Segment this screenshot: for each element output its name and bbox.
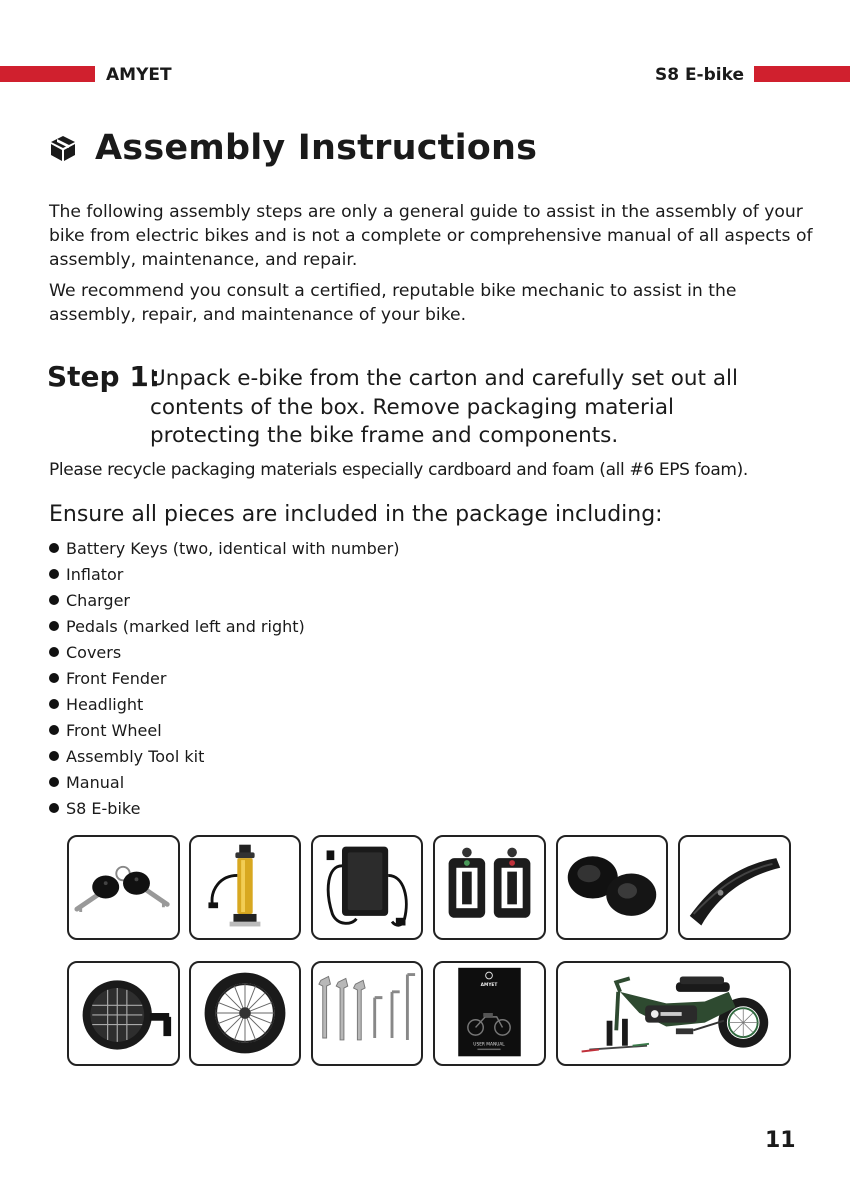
list-item: Inflator xyxy=(49,561,399,587)
bullet-icon xyxy=(49,595,59,605)
bullet-icon xyxy=(49,751,59,761)
s8-ebike-image xyxy=(556,961,791,1066)
intro-paragraph-1: The following assembly steps are only a general guide to assist in the assembly of your bike from electric bikes and is not a complete or comprehensive manual of all aspects of assembly, maintenance, and repair. xyxy=(49,202,813,270)
list-item: Assembly Tool kit xyxy=(49,743,399,769)
front-wheel-image xyxy=(189,961,301,1066)
step-instructions xyxy=(150,365,810,451)
header-brand: AMYET xyxy=(106,65,172,85)
manual-image xyxy=(433,961,546,1066)
bullet-icon xyxy=(49,569,59,579)
list-item: Headlight xyxy=(49,691,399,717)
list-item: Covers xyxy=(49,639,399,665)
bullet-icon xyxy=(49,777,59,787)
list-item: Front Fender xyxy=(49,665,399,691)
header-accent-bar-right xyxy=(754,66,850,82)
bullet-icon xyxy=(49,725,59,735)
front-fender-image xyxy=(678,835,791,940)
assembly-tool-kit-image xyxy=(311,961,423,1066)
bullet-icon xyxy=(49,621,59,631)
package-box-icon xyxy=(48,133,78,163)
recycle-note: Please recycle packaging materials especially cardboard and foam (all #6 EPS foam). xyxy=(49,460,748,480)
step-label: Step 1: xyxy=(47,360,161,393)
list-item: Battery Keys (two, identical with number) xyxy=(49,535,399,561)
step-line: Unpack e-bike from the carton and carefully set out all xyxy=(150,366,738,391)
manual-cover-title: USER MANUAL xyxy=(473,1042,505,1048)
list-item: Pedals (marked left and right) xyxy=(49,613,399,639)
page-title: Assembly Instructions xyxy=(95,128,538,168)
bullet-icon xyxy=(49,647,59,657)
header-model: S8 E-bike xyxy=(654,65,744,85)
bullet-icon xyxy=(49,673,59,683)
charger-image xyxy=(311,835,423,940)
list-item: S8 E-bike xyxy=(49,795,399,821)
intro-paragraph-2: We recommend you consult a certified, reputable bike mechanic to assist in the assembly, repair, and maintenance of your bike. xyxy=(49,281,737,325)
package-contents-list xyxy=(49,535,399,821)
manual-cover-brand: AMYET xyxy=(480,983,498,989)
page-title-block xyxy=(48,128,537,168)
bullet-icon xyxy=(49,699,59,709)
bullet-icon xyxy=(49,543,59,553)
battery-keys-image xyxy=(67,835,180,940)
header-accent-bar-left xyxy=(0,66,95,82)
headlight-image xyxy=(67,961,180,1066)
covers-image xyxy=(556,835,668,940)
list-item: Charger xyxy=(49,587,399,613)
inflator-image xyxy=(189,835,301,940)
list-item: Manual xyxy=(49,769,399,795)
bullet-icon xyxy=(49,803,59,813)
step-line: contents of the box. Remove packaging material xyxy=(150,394,674,420)
package-contents-heading: Ensure all pieces are included in the package including: xyxy=(49,502,663,527)
list-item: Front Wheel xyxy=(49,717,399,743)
page-number: 11 xyxy=(765,1128,796,1153)
step-line: protecting the bike frame and components. xyxy=(150,423,619,448)
pedals-image xyxy=(433,835,546,940)
